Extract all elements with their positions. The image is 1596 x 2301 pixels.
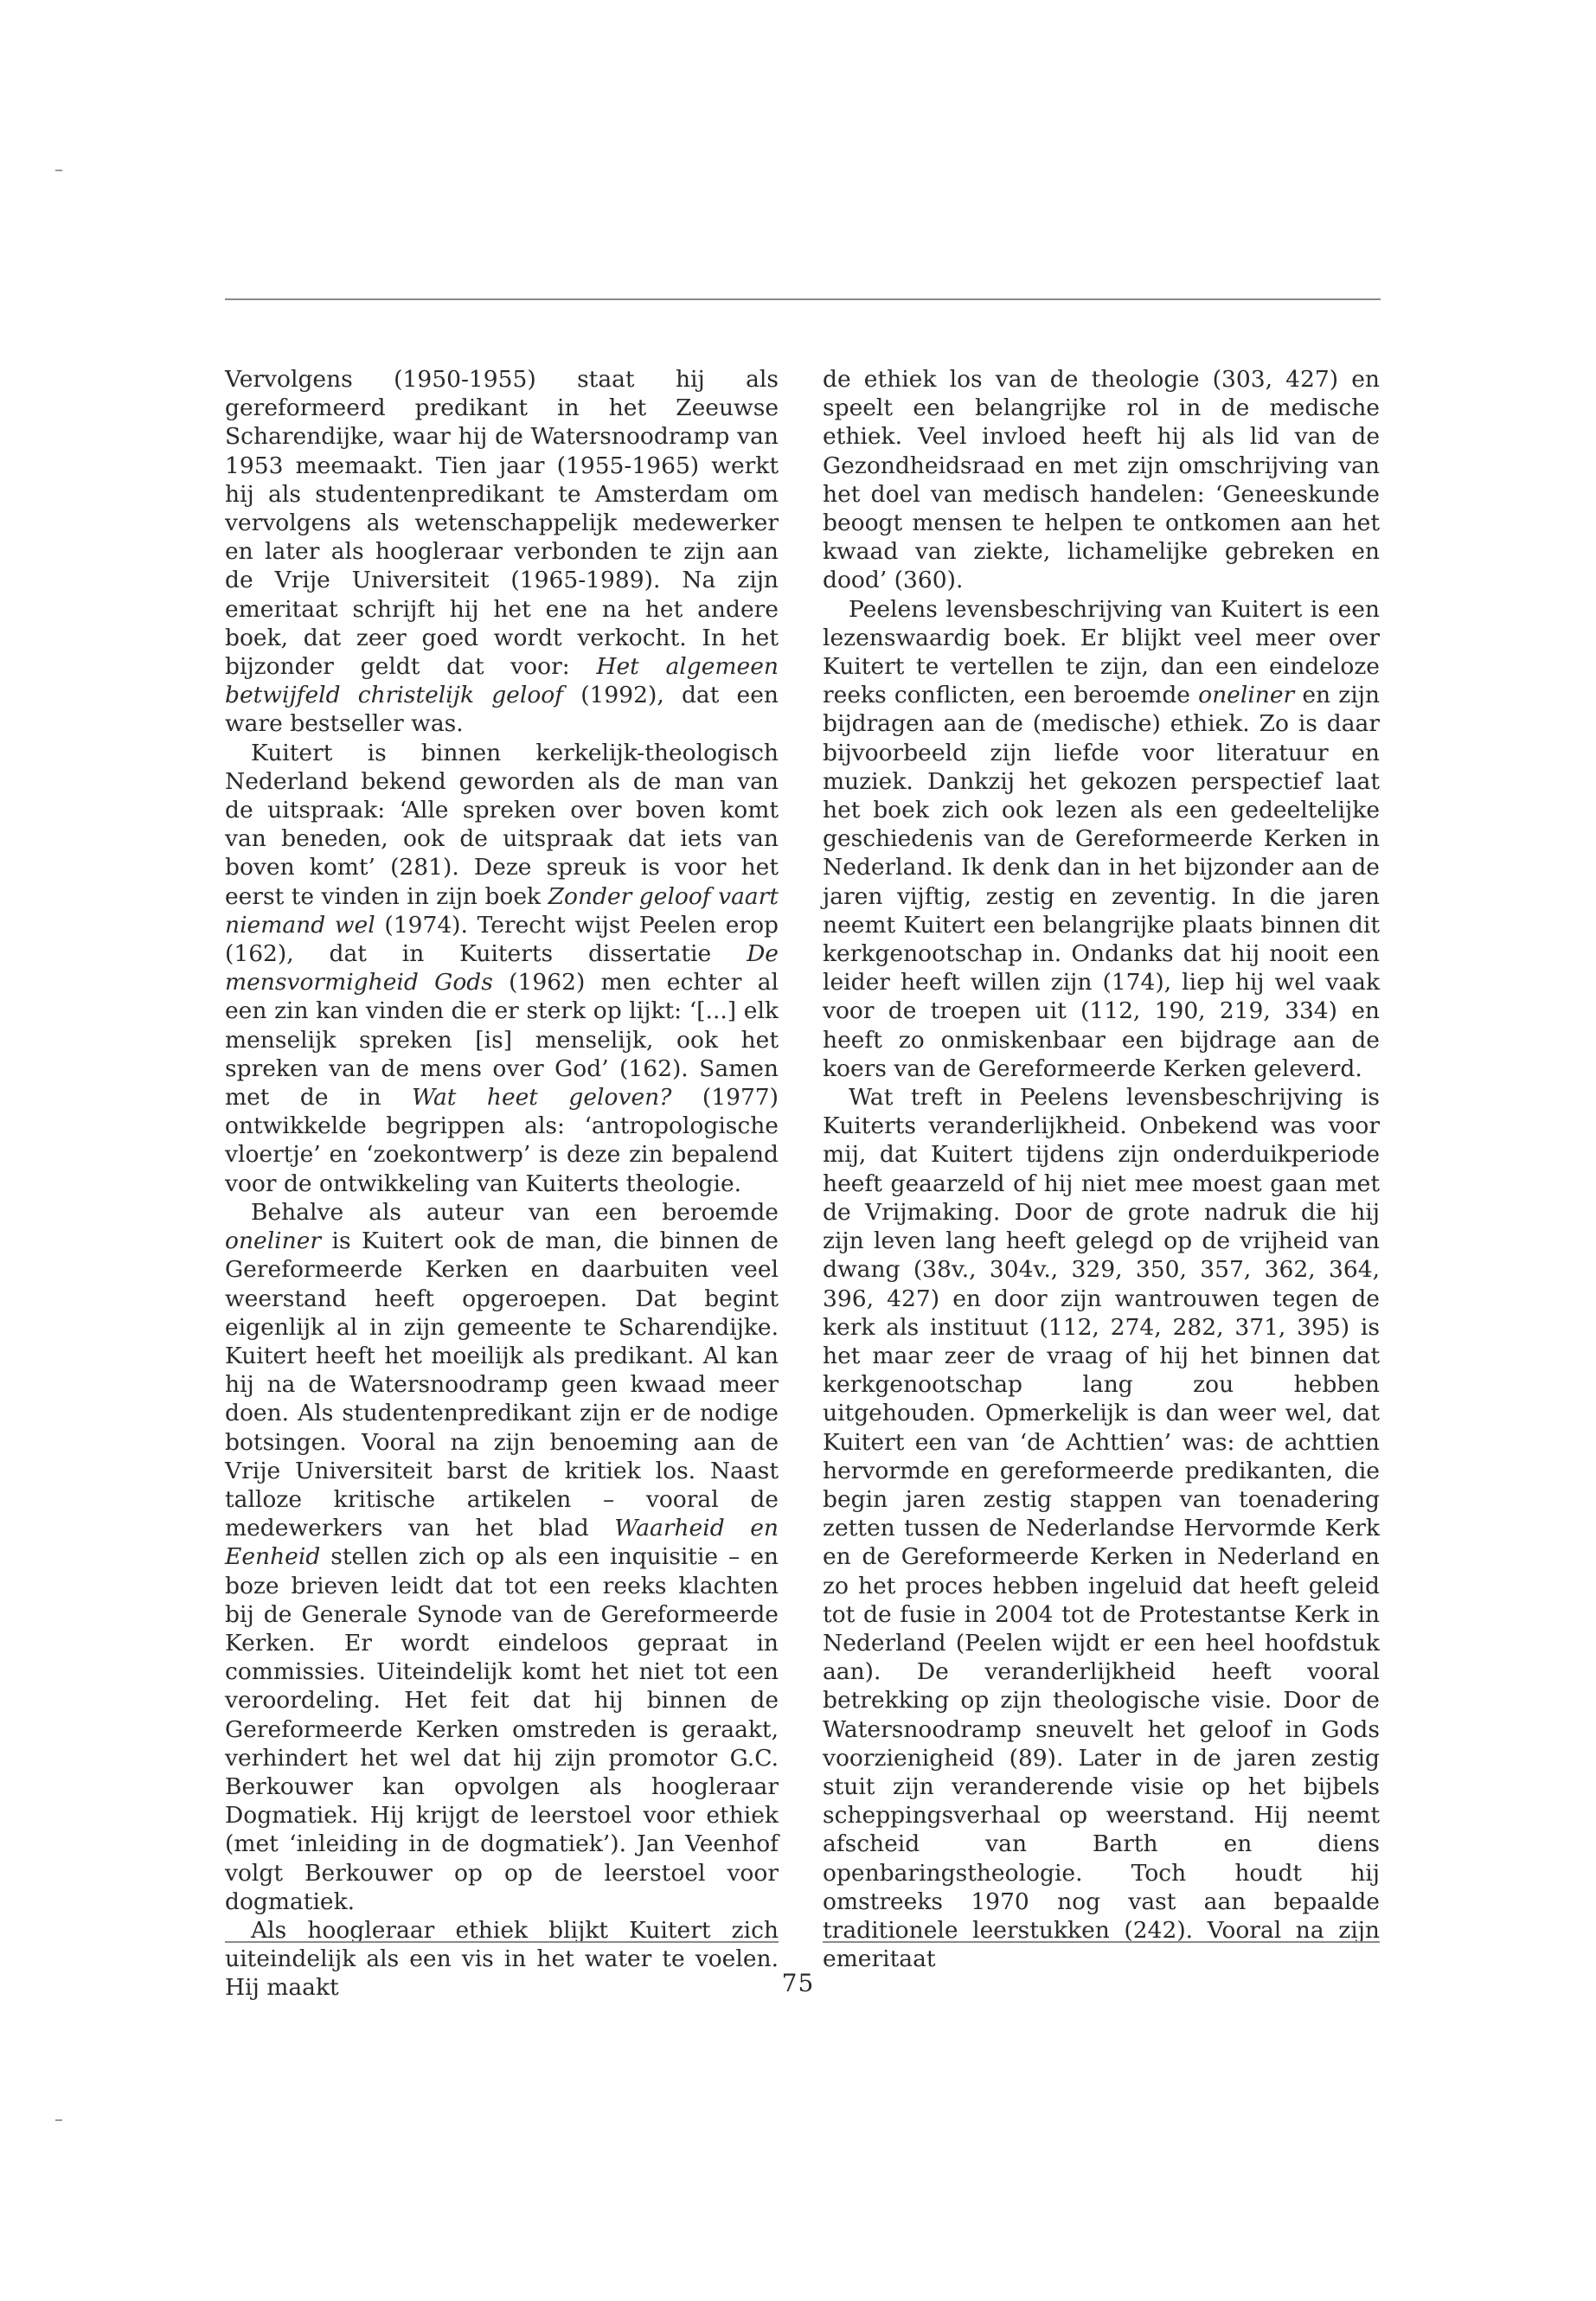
footer-rule-right <box>823 1941 1380 1943</box>
emphasis: oneliner <box>1198 682 1295 709</box>
crop-mark-bottom <box>55 2119 62 2121</box>
paragraph: Vervolgens (1950-1955) staat hij als gereformeerd predikant in het Zeeuwse Scharendijke, waar hij de Watersnoodramp van 1953 meemaakt. Tien jaar (1955-1965) werkt hij als studentenpredikant te Amsterdam om vervolgens als wetenschappelijk medewerker en later als hoogleraar verbonden te zijn aan de Vrije Universiteit (1965-1989). Na zijn emeritaat schrijft hij het ene na het andere boek, dat zeer goed wordt verkocht. In het bijzonder geldt dat voor: Het algemeen betwijfeld christelijk geloof (1992), dat een ware bestseller was. <box>225 366 779 738</box>
page-number: 75 <box>781 1969 815 1997</box>
book-title: Wat heet geloven? <box>412 1084 672 1112</box>
emphasis: oneliner <box>225 1227 322 1255</box>
footer-rule-left <box>225 1941 779 1943</box>
paragraph: Wat treft in Peelens levensbeschrijving is Kuiterts veranderlijkheid. Onbekend was voor mij, dat Kuitert tijdens zijn onderduikperiode heeft geaarzeld of hij niet mee moest gaan met de Vrijmaking. Door de grote nadruk die hij zijn leven lang heeft gelegd op de vrijheid van dwang (38v., 304v., 329, 350, 357, 362, 364, 396, 427) en door zijn wantrouwen tegen de kerk als instituut (112, 274, 282, 371, 395) is het maar zeer de vraag of hij het binnen dat kerkgenootschap lang zou hebben uitgehouden. Opmerkelijk is dan weer wel, dat Kuitert een van ‘de Achttien’ was: de achttien hervormde en gereformeerde predikanten, die begin jaren zestig stappen van toenadering zetten tussen de Nederlandse Hervormde Kerk en de Gereformeerde Kerken in Nederland en zo het proces hebben ingeluid dat heeft geleid tot de fusie in 2004 tot de Protestantse Kerk in Nederland (Peelen wijdt er een heel hoofdstuk aan). De veranderlijkheid heeft vooral betrekking op zijn theologische visie. Door de Watersnoodramp sneuvelt het geloof in Gods voorzienigheid (89). Later in de jaren zestig stuit zijn veranderende visie op het bijbels scheppingsverhaal op weerstand. Hij neemt afscheid van Barth en diens openbaringstheologie. Toch houdt hij omstreeks 1970 nog vast aan bepaalde traditionele leerstukken (242). Vooral na zijn emeritaat <box>823 1084 1380 1973</box>
paragraph: de ethiek los van de theologie (303, 427) en speelt een belangrijke rol in de medische ethiek. Veel invloed heeft hij als lid van de Gezondheidsraad en met zijn omschrijving van het doel van medisch handelen: ‘Geneeskunde beoogt mensen te helpen te ontkomen aan het kwaad van ziekte, lichamelijke gebreken en dood’ (360). <box>823 366 1380 594</box>
right-column <box>823 365 1380 1973</box>
paragraph: Kuitert is binnen kerkelijk-theologisch Nederland bekend geworden als de man van de uitspraak: ‘Alle spreken over boven komt van beneden, ook de uitspraak dat iets van boven komt’ (281). Deze spreuk is voor het eerst te vinden in zijn boek Zonder geloof vaart niemand wel (1974). Terecht wijst Peelen erop (162), dat in Kuiterts dissertatie De mensvormigheid Gods (1962) men echter al een zin kan vinden die er sterk op lijkt: ‘[...] elk menselijk spreken [is] menselijk, ook het spreken van de mens over God’ (162). Samen met de in Wat heet geloven? (1977) ontwikkelde begrippen als: ‘antropologische vloertje’ en ‘zoekontwerp’ is deze zin bepalend voor de ontwikkeling van Kuiterts theologie. <box>225 739 779 1197</box>
crop-mark-top <box>55 170 62 171</box>
book-title: Het algemeen betwijfeld christelijk geloof <box>225 653 779 709</box>
book-title: Zonder geloof vaart niemand wel <box>225 882 779 939</box>
header-rule <box>225 298 1381 300</box>
paragraph: Als hoogleraar ethiek blijkt Kuitert zich uiteindelijk als een vis in het water te voelen. Hij maakt <box>225 1916 779 2002</box>
journal-title: Waarheid en Eenheid <box>225 1515 779 1571</box>
book-title: De mensvormigheid Gods <box>225 940 779 997</box>
paragraph: Peelens levensbeschrijving van Kuitert is een lezenswaardig boek. Er blijkt veel meer over Kuitert te vertellen te zijn, dan een eindeloze reeks conflicten, een beroemde oneliner en zijn bijdragen aan de (medische) ethiek. Zo is daar bijvoorbeeld zijn liefde voor literatuur en muziek. Dankzij het gekozen perspectief laat het boek zich ook lezen als een gedeeltelijke geschiedenis van de Gereformeerde Kerken in Nederland. Ik denk dan in het bijzonder aan de jaren vijftig, zestig en zeventig. In die jaren neemt Kuitert een belangrijke plaats binnen dit kerkgenootschap in. Ondanks dat hij nooit een leider heeft willen zijn (174), liep hij wel vaak voor de troepen uit (112, 190, 219, 334) en heeft zo onmiskenbaar een bijdrage aan de koers van de Gereformeerde Kerken geleverd. <box>823 595 1380 1082</box>
paragraph: Behalve als auteur van een beroemde oneliner is Kuitert ook de man, die binnen de Gereformeerde Kerken en daarbuiten veel weerstand heeft opgeroepen. Dat begint eigenlijk al in zijn gemeente te Scharendijke. Kuitert heeft het moeilijk als predikant. Al kan hij na de Watersnoodramp geen kwaad meer doen. Als studentenpredikant zijn er de nodige botsingen. Vooral na zijn benoeming aan de Vrije Universiteit barst de kritiek los. Naast talloze kritische artikelen – vooral de medewerkers van het blad Waarheid en Eenheid stellen zich op als een inquisitie – en boze brieven leidt dat tot een reeks klachten bij de Generale Synode van de Gereformeerde Kerken. Er wordt eindeloos gepraat in commissies. Uiteindelijk komt het niet tot een veroordeling. Het feit dat hij binnen de Gereformeerde Kerken omstreden is geraakt, verhindert het wel dat hij zijn promotor G.C. Berkouwer kan opvolgen als hoogleraar Dogmatiek. Hij krijgt de leerstoel voor ethiek (met ‘inleiding in de dogmatiek’). Jan Veenhof volgt Berkouwer op op de leerstoel voor dogmatiek. <box>225 1198 779 1915</box>
left-column <box>225 365 779 2003</box>
